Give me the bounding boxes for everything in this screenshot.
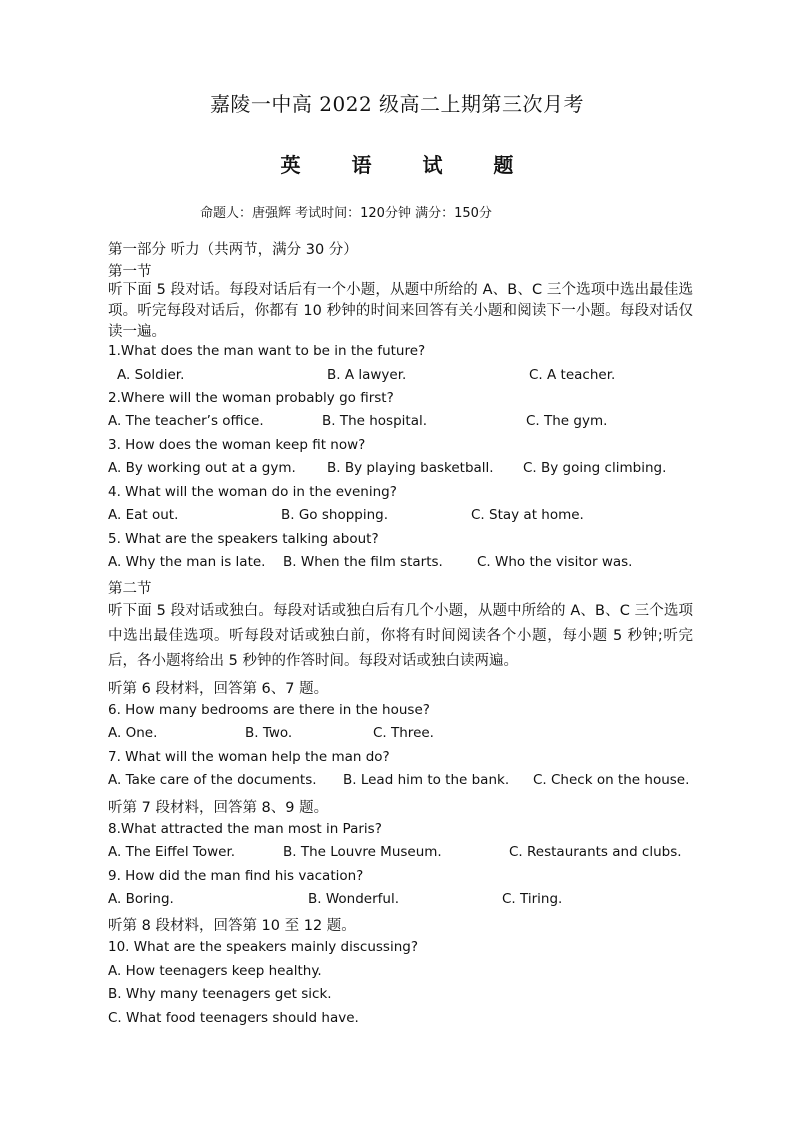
option-b: B. Why many teenagers get sick.: [108, 986, 332, 1002]
option-a: A. Soldier.: [117, 367, 185, 383]
option-b: B. Lead him to the bank.: [343, 772, 510, 788]
option-a: A. The teacher’s office.: [108, 413, 264, 429]
option-c: C. A teacher.: [529, 367, 616, 383]
option-c: C. Tiring.: [502, 891, 563, 907]
option-b: B. By playing basketball.: [327, 460, 494, 476]
option-c: C. Restaurants and clubs.: [509, 844, 682, 860]
part1-heading: 第一部分 听力（共两节，满分 30 分）: [108, 242, 358, 258]
question-stem: 6. How many bedrooms are there in the house?: [108, 702, 430, 718]
option-a: A. Boring.: [108, 891, 174, 907]
question-stem: 8.What attracted the man most in Paris?: [108, 821, 382, 837]
option-c: C. The gym.: [526, 413, 608, 429]
option-b: B. The Louvre Museum.: [283, 844, 442, 860]
question-stem: 2.Where will the woman probably go first?: [108, 390, 394, 406]
option-a: A. The Eiffel Tower.: [108, 844, 236, 860]
option-c: C. By going climbing.: [523, 460, 667, 476]
option-c: C. Who the visitor was.: [477, 554, 633, 570]
option-a: A. How teenagers keep healthy.: [108, 963, 322, 979]
option-b: B. Two.: [245, 725, 293, 741]
material-note: 听第 7 段材料，回答第 8、9 题。: [108, 800, 329, 816]
option-c: C. What food teenagers should have.: [108, 1010, 359, 1026]
option-b: B. Go shopping.: [281, 507, 389, 523]
question-stem: 3. How does the woman keep fit now?: [108, 437, 366, 453]
question-stem: 5. What are the speakers talking about?: [108, 531, 379, 547]
question-stem: 10. What are the speakers mainly discussing?: [108, 939, 418, 955]
option-b: B. A lawyer.: [327, 367, 407, 383]
section2-heading: 第二节: [108, 581, 152, 597]
option-a: A. By working out at a gym.: [108, 460, 296, 476]
question-stem: 9. How did the man find his vacation?: [108, 868, 364, 884]
material-note: 听第 6 段材料，回答第 6、7 题。: [108, 681, 329, 697]
exam-title: 嘉陵一中高 2022 级高二上期第三次月考: [209, 92, 585, 116]
section1-heading: 第一节: [108, 264, 152, 280]
option-c: C. Check on the house.: [533, 772, 690, 788]
question-stem: 1.What does the man want to be in the future?: [108, 343, 426, 359]
question-stem: 4. What will the woman do in the evening?: [108, 484, 397, 500]
option-c: C. Stay at home.: [471, 507, 584, 523]
subject-title: 英 语 试 题: [280, 153, 536, 177]
section1-instructions: 听下面 5 段对话。每段对话后有一个小题，从题中所给的 A、B、C 三个选项中选出最佳选项。听完每段对话后，你都有 10 秒钟的时间来回答有关小题和阅读下一小题。每段对话仅读一遍。: [108, 282, 693, 340]
exam-info: 命题人：唐强辉 考试时间：120分钟 满分：150分: [200, 206, 492, 221]
option-b: B. The hospital.: [322, 413, 428, 429]
option-a: A. Eat out.: [108, 507, 179, 523]
section2-instructions: 听下面 5 段对话或独白。每段对话或独白后有几个小题，从题中所给的 A、B、C 三个选项中选出最佳选项。听每段对话或独白前，你将有时间阅读各个小题，每小题 5 秒钟;听完后，各小题将给出 5 秒钟的作答时间。每段对话或独白读两遍。: [108, 603, 693, 669]
option-a: A. Take care of the documents.: [108, 772, 317, 788]
option-b: B. When the film starts.: [283, 554, 443, 570]
option-a: A. One.: [108, 725, 158, 741]
material-note: 听第 8 段材料，回答第 10 至 12 题。: [108, 918, 356, 934]
option-c: C. Three.: [373, 725, 434, 741]
option-b: B. Wonderful.: [308, 891, 399, 907]
question-stem: 7. What will the woman help the man do?: [108, 749, 390, 765]
option-a: A. Why the man is late.: [108, 554, 266, 570]
